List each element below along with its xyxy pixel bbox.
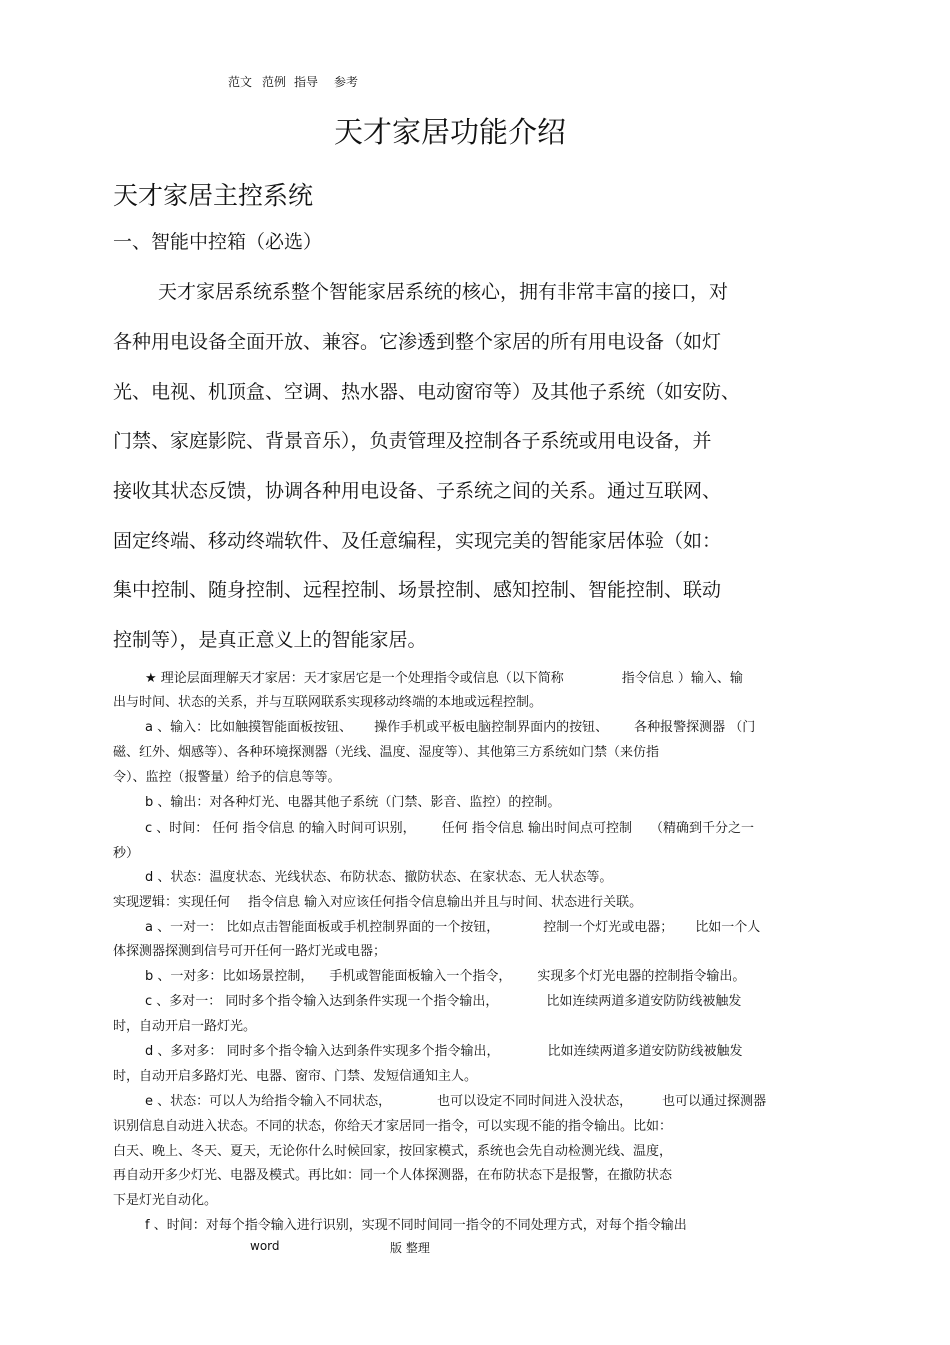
- text-run: 任何 指令信息 输出时间点可控制: [441, 821, 632, 836]
- text-run: d 、多对多： 同时多个指令输入达到条件实现多个指令输出，: [145, 1044, 500, 1059]
- body-line: [145, 667, 743, 686]
- text-run: 指令信息 输入对应该任何指令信息输出并且与时间、状态进行关联。: [248, 895, 643, 910]
- body-line: 磁、红外、烟感等）、各种环境探测器（光线、温度、湿度等）、其他第三方系统如门禁（来仿指: [113, 745, 660, 760]
- text-run: （精确到千分之一: [649, 821, 754, 836]
- footer-word: word: [250, 1239, 280, 1253]
- text-run: a 、一对一： 比如点击智能面板或手机控制界面的一个按钮，: [145, 920, 500, 935]
- body-line: [145, 716, 755, 735]
- body-line: d 、状态：温度状态、光线状态、布防状态、撤防状态、在家状态、无人状态等。: [145, 870, 613, 885]
- text-run: c 、多对一： 同时多个指令输入达到条件实现一个指令输出，: [145, 994, 499, 1009]
- intro-line: 控制等），是真正意义上的智能家居。: [113, 629, 427, 651]
- text-run: 比如连续两道多道安防防线被触发: [546, 994, 742, 1009]
- body-line: 白天、晚上、冬天、夏天，无论你什么时候回家，按回家模式，系统也会先自动检测光线、温度，: [113, 1144, 673, 1159]
- header-word-3: 指导: [294, 75, 319, 89]
- document-title: 天才家居功能介绍: [334, 115, 567, 149]
- text-run: a 、输入：比如触摸智能面板按钮、: [145, 720, 353, 735]
- body-line: [145, 965, 745, 984]
- text-run: 实现逻辑：实现任何: [113, 895, 231, 910]
- footer-text: 版 整理: [390, 1241, 430, 1255]
- text-run: 手机或智能面板输入一个指令，: [329, 969, 512, 984]
- body-line: 时，自动开启一路灯光。: [113, 1019, 257, 1034]
- body-line: 下是灯光自动化。: [113, 1193, 218, 1208]
- body-line: 体探测器探测到信号可开任何一路灯光或电器；: [113, 944, 387, 959]
- intro-line: 天才家居系统系整个智能家居系统的核心，拥有非常丰富的接口，对: [158, 281, 729, 303]
- text-run: 也可以通过探测器: [662, 1094, 767, 1109]
- intro-line: 光、电视、机顶盒、空调、热水器、电动窗帘等）及其他子系统（如安防、: [113, 381, 741, 403]
- text-run: 控制一个灯光或电器；: [543, 920, 674, 935]
- body-line: [145, 1090, 766, 1109]
- section-title: 天才家居主控系统: [113, 181, 314, 210]
- header-word-1: 范文: [228, 75, 253, 89]
- text-run: 也可以设定不同时间进入没状态，: [437, 1094, 633, 1109]
- body-line: [113, 891, 642, 910]
- body-line: [145, 817, 754, 836]
- body-line: f 、时间：对每个指令输入进行识别，实现不同时间同一指令的不同处理方式，对每个指令输出: [145, 1218, 687, 1233]
- text-run: b 、一对多：比如场景控制，: [145, 969, 314, 984]
- text-run: c 、时间： 任何 指令信息 的输入时间可识别，: [145, 821, 416, 836]
- text-run: ★ 理论层面理解天才家居：天才家居它是一个处理指令或信息（以下简称: [145, 671, 564, 686]
- body-line: 识别信息自动进入状态。不同的状态，你给天才家居同一指令，可以实现不能的指令输出。比如：: [113, 1119, 673, 1134]
- body-line: 秒）: [113, 846, 140, 861]
- body-line: 时，自动开启多路灯光、电器、窗帘、门禁、发短信通知主人。: [113, 1069, 478, 1084]
- text-run: 指令信息 ）输入、输: [621, 671, 743, 686]
- intro-line: 固定终端、移动终端软件、及任意编程，实现完美的智能家居体验（如：: [113, 530, 722, 552]
- text-run: e 、状态：可以人为给指令输入不同状态，: [145, 1094, 392, 1109]
- body-line: [145, 1040, 743, 1059]
- intro-line: 接收其状态反馈，协调各种用电设备、子系统之间的关系。通过互联网、: [113, 480, 722, 502]
- body-line: 出与时间、状态的关系，并与互联网联系实现移动终端的本地或远程控制。: [113, 695, 543, 710]
- body-line: 再自动开多少灯光、电器及模式。再比如：同一个人体探测器，在布防状态下是报警，在撤防状态: [113, 1168, 673, 1183]
- body-line: b 、输出：对各种灯光、电器其他子系统（门禁、影音、监控）的控制。: [145, 795, 561, 810]
- text-run: 各种报警探测器 （门: [634, 720, 756, 735]
- header-word-4: 参考: [334, 75, 359, 89]
- body-line: 令）、监控（报警量）给予的信息等等。: [113, 770, 341, 785]
- page-header: [228, 73, 358, 90]
- subsection-title: 一、智能中控箱（必选）: [113, 231, 323, 253]
- text-run: 实现多个灯光电器的控制指令输出。: [537, 969, 746, 984]
- header-word-2: 范例: [262, 75, 287, 89]
- text-run: 操作手机或平板电脑控制界面内的按钮、: [374, 720, 609, 735]
- text-run: 比如一个人: [695, 920, 761, 935]
- intro-line: 门禁、家庭影院、背景音乐），负责管理及控制各子系统或用电设备，并: [113, 430, 712, 452]
- body-line: [145, 990, 741, 1009]
- intro-line: 集中控制、随身控制、远程控制、场景控制、感知控制、智能控制、联动: [113, 579, 722, 601]
- intro-line: 各种用电设备全面开放、兼容。它渗透到整个家居的所有用电设备（如灯: [113, 331, 722, 353]
- body-line: [145, 916, 760, 935]
- text-run: 比如连续两道多道安防防线被触发: [547, 1044, 743, 1059]
